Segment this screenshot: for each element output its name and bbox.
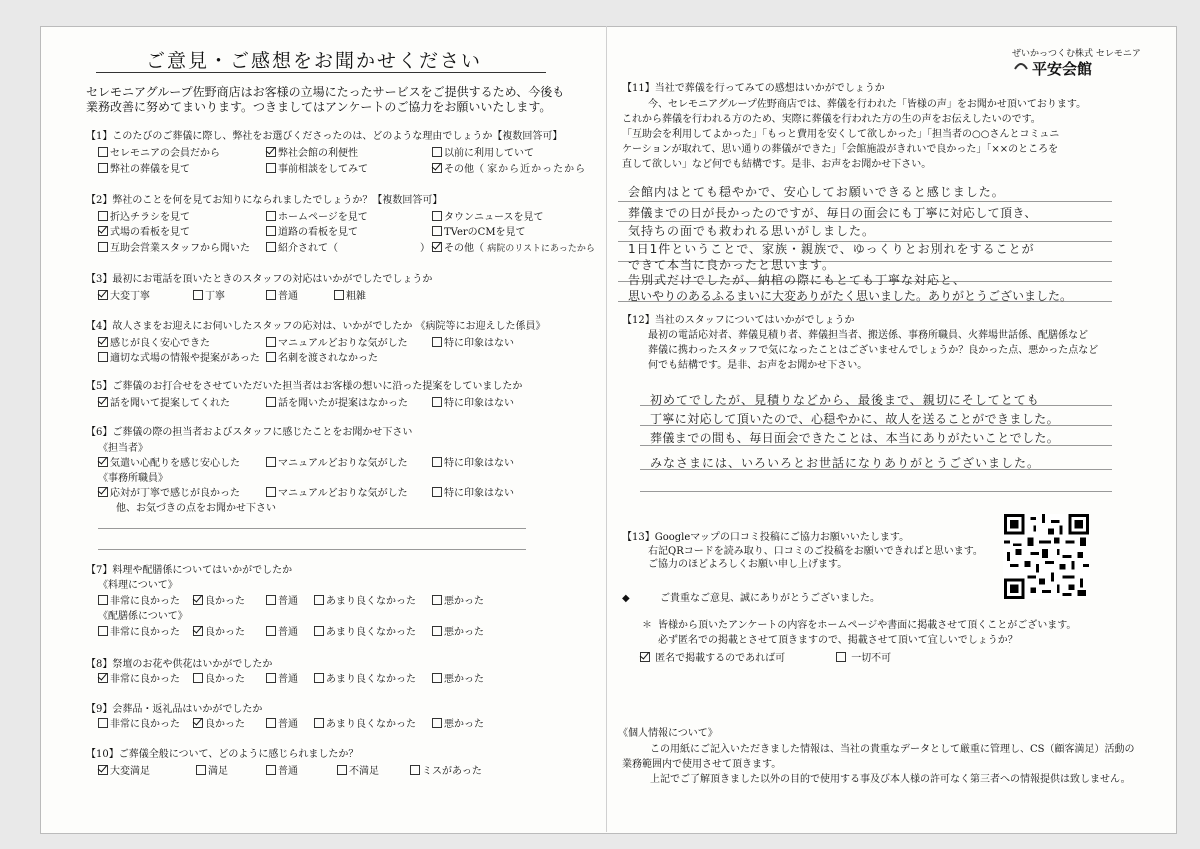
page-title: ご意見・ご感想をお聞かせください — [146, 50, 483, 72]
q6-option[interactable]: マニュアルどおりな気がした — [266, 487, 408, 500]
logo-name: 平安会館 — [1032, 60, 1093, 78]
privacy-body: この用紙にご記入いただきました情報は、当社の貴重なデータとして厳重に管理し、CS（顧客満足）活動の — [650, 744, 1135, 755]
q6-title: 【6】ご葬儀の際の担当者およびスタッフに感じたことをお聞かせ下さい — [86, 427, 413, 438]
q6-option[interactable]: 気遣い心配りを感じ安心した — [98, 457, 240, 470]
q11-body: ケーションが取れて、思い通りの葬儀ができた」「会館施設がきれいで良かった」「××のところを — [622, 144, 1059, 155]
q4-option[interactable]: 特に印象はない — [432, 337, 514, 350]
q8-option[interactable]: 悪かった — [432, 673, 484, 686]
intro-line-1: セレモニアグループ佐野商店はお客様の立場にたったサービスをご提供するため、今後も — [86, 85, 565, 99]
q8-option[interactable]: あまり良くなかった — [314, 673, 416, 686]
q6-option[interactable]: マニュアルどおりな気がした — [266, 457, 408, 470]
q6-option[interactable]: 応対が丁寧で感じが良かった — [98, 487, 240, 500]
q7-option[interactable]: 普通 — [266, 595, 298, 608]
q1-other-handwritten: 家から近かったから — [487, 164, 587, 175]
q1-option[interactable]: 弊社の葬儀を見て — [98, 163, 190, 176]
intro-line-2: 業務改善に努めてまいります。つきましてはアンケートのご協力をお願いいたします。 — [86, 100, 552, 114]
q11-handwritten-answer: 葬儀までの日が長かったのですが、毎日の面会にも丁寧に対応して頂き、 — [628, 206, 1037, 220]
q10-option[interactable]: 不満足 — [337, 765, 379, 778]
q6-sub-staff: 《担当者》 — [98, 443, 148, 454]
q10-option[interactable]: 満足 — [196, 765, 228, 778]
publish-line-1: 皆様から頂いたアンケートの内容をホームページや書面に掲載させて頂くことがございます。 — [658, 620, 1077, 631]
qr-code[interactable] — [1003, 514, 1090, 599]
q7-sub-food: 《料理について》 — [98, 580, 178, 591]
q9-option[interactable]: 悪かった — [432, 718, 484, 731]
privacy-body: 上記でご了解頂きました以外の目的で使用する事及び本人様の許可なく第三者への情報提供は致しません。 — [650, 774, 1131, 785]
q3-option[interactable]: 大変丁寧 — [98, 290, 150, 303]
publish-option-no[interactable]: 一切不可 — [836, 652, 891, 665]
q11-handwritten-answer: 会館内はとても穏やかで、安心してお願いできると感じました。 — [628, 185, 1005, 199]
q5-option[interactable]: 話を聞いて提案してくれた — [98, 397, 230, 410]
q13-body: 右記QRコードを読み取り、口コミのご投稿をお願いできればと思います。 — [648, 546, 983, 557]
q2-option[interactable]: 互助会営業スタッフから聞いた — [98, 242, 250, 255]
q11-body: これから葬儀を行われる方のため、実際に葬儀を行われた方の生の声をお伝えしたいのです。 — [622, 114, 1041, 125]
q7-option[interactable]: 非常に良かった — [98, 626, 180, 639]
q12-handwritten-answer: みなさまには、いろいろとお世話になりありがとうございました。 — [650, 456, 1041, 470]
q6-option[interactable]: 特に印象はない — [432, 457, 514, 470]
q3-title: 【3】最初にお電話を頂いたときのスタッフの対応はいかがでしたでしょうか — [86, 274, 433, 285]
q11-handwritten-answer: 1日1件ということで、家族・親族で、ゆっくりとお別れをすることが — [628, 242, 1035, 256]
q1-option[interactable]: セレモニアの会員だから — [98, 147, 220, 160]
q8-option[interactable]: 非常に良かった — [98, 673, 180, 686]
q3-option[interactable]: 普通 — [266, 290, 298, 303]
q3-option[interactable]: 丁寧 — [193, 290, 225, 303]
q2-other-handwritten: 病院のリストにあったから — [487, 244, 595, 254]
write-line — [640, 491, 1112, 492]
q11-body: 今、セレモニアグループ佐野商店では、葬儀を行われた「皆様の声」をお聞かせ頂いております。 — [648, 99, 1087, 110]
q11-body: 「互助会を利用してよかった」「もっと費用を安くして欲しかった」「担当者の○○さんとコミュニ — [622, 129, 1060, 140]
q12-handwritten-answer: 丁寧に対応して頂いたので、心穏やかに、故人を送ることができました。 — [650, 412, 1059, 426]
q4-title: 【4】故人さまをお迎えにお伺いしたスタッフの応対は、いかがでしたか 《病院等にお迎えした係員》 — [86, 321, 546, 332]
q12-body: 何でも結構です。是非、お声をお聞かせ下さい。 — [648, 360, 868, 371]
q1-option[interactable]: 弊社会館の利便性 — [266, 147, 358, 160]
q13-title: 【13】Googleマップの口コミ投稿にご協力お願いいたします。 — [622, 532, 910, 543]
q7-sub-waitstaff: 《配膳係について》 — [98, 611, 188, 622]
write-line — [618, 201, 1112, 202]
q5-option[interactable]: 特に印象はない — [432, 397, 514, 410]
q7-option[interactable]: 良かった — [193, 626, 245, 639]
q12-handwritten-answer: 初めてでしたが、見積りなどから、最後まで、親切にそしてとても — [650, 393, 1040, 407]
q8-title: 【8】祭壇のお花や供花はいかがでしたか — [86, 659, 273, 670]
q11-handwritten-answer: 思いやりのあるふるまいに大変ありがたく思いました。ありがとうございました。 — [628, 289, 1073, 303]
q13-body: ご協力のほどよろしくお願い申し上げます。 — [648, 559, 848, 570]
q10-option[interactable]: 大変満足 — [98, 765, 150, 778]
q7-option[interactable]: 普通 — [266, 626, 298, 639]
q10-option[interactable]: ミスがあった — [410, 765, 482, 778]
q6-sub-office: 《事務所職員》 — [98, 473, 168, 484]
page-fold — [606, 26, 607, 832]
q9-option[interactable]: 良かった — [193, 718, 245, 731]
q1-option[interactable]: 以前に利用していて — [432, 147, 534, 160]
q8-option[interactable]: 普通 — [266, 673, 298, 686]
q10-title: 【10】ご葬儀全般について、どのように感じられましたか？ — [86, 749, 359, 760]
publish-line-2: 必ず匿名での掲載とさせて頂きますので、掲載させて頂いて宜しいでしょうか？ — [658, 635, 1018, 646]
q2-option[interactable]: TVerのCMを見て — [432, 226, 526, 239]
q12-handwritten-answer: 葬儀までの間も、毎日面会できたことは、本当にありがたいことでした。 — [650, 431, 1060, 445]
q7-option[interactable]: 非常に良かった — [98, 595, 180, 608]
q1-option-other[interactable]: その他（ 家から近かったから — [432, 163, 586, 176]
q12-title: 【12】当社のスタッフについてはいかがでしょうか — [622, 315, 855, 326]
q2-option[interactable]: 折込チラシを見て — [98, 211, 190, 224]
q3-option[interactable]: 粗雑 — [334, 290, 366, 303]
q2-option[interactable]: 紹介されて（ — [266, 242, 338, 255]
q5-title: 【5】ご葬儀のお打合せをさせていただいた担当者はお客様の想いに沿った提案をしていましたか — [86, 381, 523, 392]
write-line — [98, 528, 526, 529]
q6-other-prompt: 他、お気づきの点をお聞かせ下さい — [116, 503, 276, 514]
q9-option[interactable]: 非常に良かった — [98, 718, 180, 731]
q7-title: 【7】料理や配膳係についてはいかがでしたか — [86, 565, 293, 576]
q11-handwritten-answer: できて本当に良かったと思います。 — [628, 258, 836, 272]
q7-option[interactable]: あまり良くなかった — [314, 626, 416, 639]
q4-option[interactable]: 名刺を渡されなかった — [266, 352, 378, 365]
q2-option[interactable]: タウンニュースを見て — [432, 211, 544, 224]
q11-handwritten-answer: 告別式だけでしたが、納棺の際にもとても丁寧な対応と、 — [628, 273, 967, 287]
q1-title: 【1】このたびのご葬儀に際し、弊社をお選びくださったのは、どのような理由でしょうか【複数回答可】 — [86, 131, 563, 142]
logo-tagline: ぜいかっつくむ株式 セレモニア — [1012, 49, 1141, 59]
q4-option[interactable]: 感じが良く安心できた — [98, 337, 210, 350]
thanks-text: ご貴重なご意見、誠にありがとうございました。 — [660, 593, 880, 604]
q11-title: 【11】当社で葬儀を行ってみての感想はいかがでしょうか — [622, 83, 885, 94]
q11-handwritten-answer: 気持ちの面でも救われる思いがしました。 — [628, 224, 876, 238]
title-underline — [96, 72, 546, 73]
q7-option[interactable]: 悪かった — [432, 595, 484, 608]
q11-body: 直して欲しい」など何でも結構です。是非、お声をお聞かせ下さい。 — [622, 159, 932, 170]
q9-title: 【9】会葬品・返礼品はいかがでしたか — [86, 704, 263, 715]
publish-option-yes[interactable]: 匿名で掲載するのであれば可 — [640, 652, 785, 665]
logo-icon — [1014, 61, 1028, 71]
q8-option[interactable]: 良かった — [193, 673, 245, 686]
q2-option[interactable]: ホームページを見て — [266, 211, 368, 224]
q12-body: 最初の電話応対者、葬儀見積り者、葬儀担当者、搬送係、事務所職員、火葬場世話係、配膳係など — [648, 330, 1088, 341]
q7-option[interactable]: 良かった — [193, 595, 245, 608]
q2-option[interactable]: 式場の看板を見て — [98, 226, 190, 239]
q1-option[interactable]: 事前相談をしてみて — [266, 163, 368, 176]
q9-option[interactable]: あまり良くなかった — [314, 718, 416, 731]
q2-option-other[interactable]: その他（ 病院のリストにあったから — [432, 242, 595, 256]
q10-option[interactable]: 普通 — [266, 765, 298, 778]
privacy-title: 《個人情報について》 — [618, 728, 718, 739]
write-line — [98, 549, 526, 550]
q2-title: 【2】弊社のことを何を見てお知りになられましたでしょうか？【複数回答可】 — [86, 195, 443, 206]
q4-option[interactable]: マニュアルどおりな気がした — [266, 337, 408, 350]
q12-body: 葬儀に携わったスタッフで気になったことはございませんでしょうか？良かった点、悪かった点など — [648, 345, 1099, 356]
q5-option[interactable]: 話を聞いたが提案はなかった — [266, 397, 408, 410]
q7-option[interactable]: 悪かった — [432, 626, 484, 639]
q7-option[interactable]: あまり良くなかった — [314, 595, 416, 608]
q6-option[interactable]: 特に印象はない — [432, 487, 514, 500]
privacy-body: 業務範囲内で使用させて頂きます。 — [622, 759, 782, 770]
asterisk: ＊ — [642, 620, 652, 631]
diamond-bullet: ◆ — [622, 593, 630, 604]
q2-option[interactable]: 道路の看板を見て — [266, 226, 358, 239]
q9-option[interactable]: 普通 — [266, 718, 298, 731]
q2-close-paren: ） — [420, 243, 430, 254]
q4-option[interactable]: 適切な式場の情報や提案があった — [98, 352, 260, 365]
